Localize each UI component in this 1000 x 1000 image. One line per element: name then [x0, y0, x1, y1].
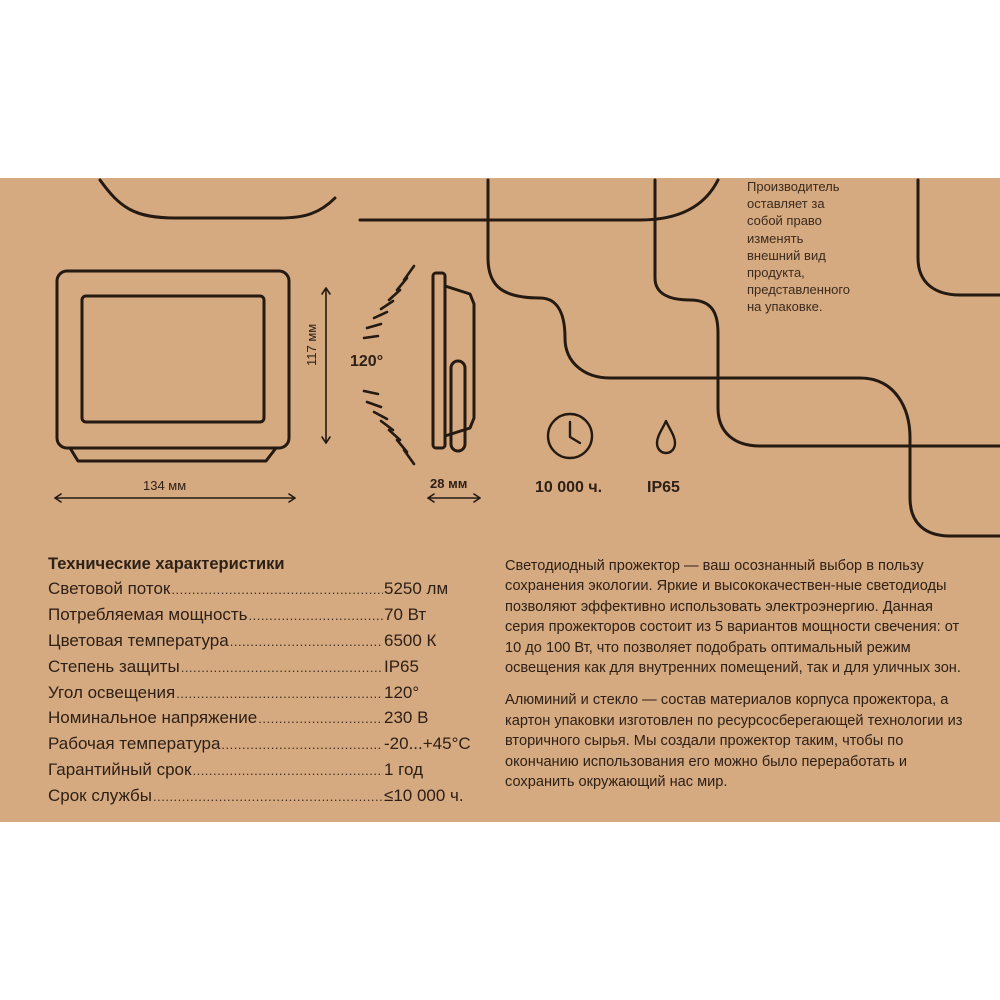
note-line: Производитель [747, 179, 840, 194]
spec-value: 230 В [384, 708, 429, 728]
spec-row [48, 683, 488, 709]
floodlight-side-bracket [451, 361, 465, 451]
note-line: внешний вид [747, 247, 826, 263]
spec-row [48, 579, 488, 605]
product-description [505, 556, 965, 804]
description-paragraph: Светодиодный прожектор — ваш осознанный выбор в пользу сохранения экологии. Яркие и высококачествен-ные светодиоды позволяют эффективно использовать электроэнергию. Данная серия прожекторов состоит из 5 вариантов мощности свечения: от 10 до 100 Вт, что позволяет подобрать оптимальный режим освещения как для внутренних помещений, так и для уличных зон. [505, 558, 961, 677]
spec-value: 120° [384, 682, 420, 702]
deco-line-top-left [100, 180, 335, 218]
spec-label: Цветовая температура [48, 630, 229, 650]
deco-line-right [918, 180, 1000, 295]
spec-value: 6500 К [384, 630, 437, 650]
spec-label: Световой поток [48, 579, 171, 598]
specs-table [48, 579, 488, 812]
spec-row [48, 760, 488, 786]
spec-row [48, 786, 488, 812]
spec-row [48, 631, 488, 657]
spec-label: Номинальное напряжение [48, 708, 258, 728]
spec-value: 70 Вт [384, 604, 427, 624]
specs-title: Технические характеристики [48, 555, 285, 573]
packaging-panel [0, 178, 1000, 822]
spec-value: ≤10 000 ч. [384, 786, 464, 806]
spec-label: Степень защиты [48, 656, 180, 676]
spec-label: Рабочая температура [48, 734, 221, 754]
note-line: представленного [747, 282, 851, 298]
protection-label: IP65 [647, 479, 680, 496]
note-line: изменять [747, 230, 804, 246]
height-label: 117 мм [304, 323, 319, 366]
clock-icon [548, 414, 592, 458]
spec-row [48, 605, 488, 631]
spec-label: Гарантийный срок [48, 760, 192, 780]
water-drop-icon [657, 421, 675, 453]
spec-value: 1 год [384, 760, 424, 780]
spec-value: IP65 [384, 656, 419, 676]
angle-label: 120° [350, 353, 384, 370]
spec-value: -20...+45°С [384, 734, 471, 754]
spec-row [48, 708, 488, 734]
lifetime-label: 10 000 ч. [535, 479, 603, 496]
manufacturer-note [747, 178, 917, 316]
spec-row [48, 657, 488, 683]
floodlight-front-base [70, 448, 276, 461]
spec-label: Срок службы [48, 786, 152, 806]
note-line: собой право [747, 213, 822, 229]
width-label: 134 мм [143, 478, 187, 493]
spec-row [48, 734, 488, 760]
description-paragraph: Алюминий и стекло — состав материалов корпуса прожектора, а картон упаковки изготовлен по ресурсосберегающей технологии из вторичного сырья. Мы создали прожектор таким, чтобы по окончанию использования его можно было переработать и сохранить окружающий нас мир. [505, 692, 963, 791]
floodlight-front-glass [82, 296, 264, 422]
note-line: оставляет за [747, 196, 825, 212]
spec-label: Потребляемая мощность [48, 604, 248, 624]
note-line: на упаковке. [747, 299, 823, 315]
spec-value: 5250 лм [384, 579, 449, 598]
depth-label: 28 мм [430, 476, 468, 491]
spec-label: Угол освещения [48, 682, 176, 702]
note-line: продукта, [747, 265, 805, 281]
floodlight-side-body [433, 273, 445, 448]
deco-line-top [360, 180, 718, 220]
